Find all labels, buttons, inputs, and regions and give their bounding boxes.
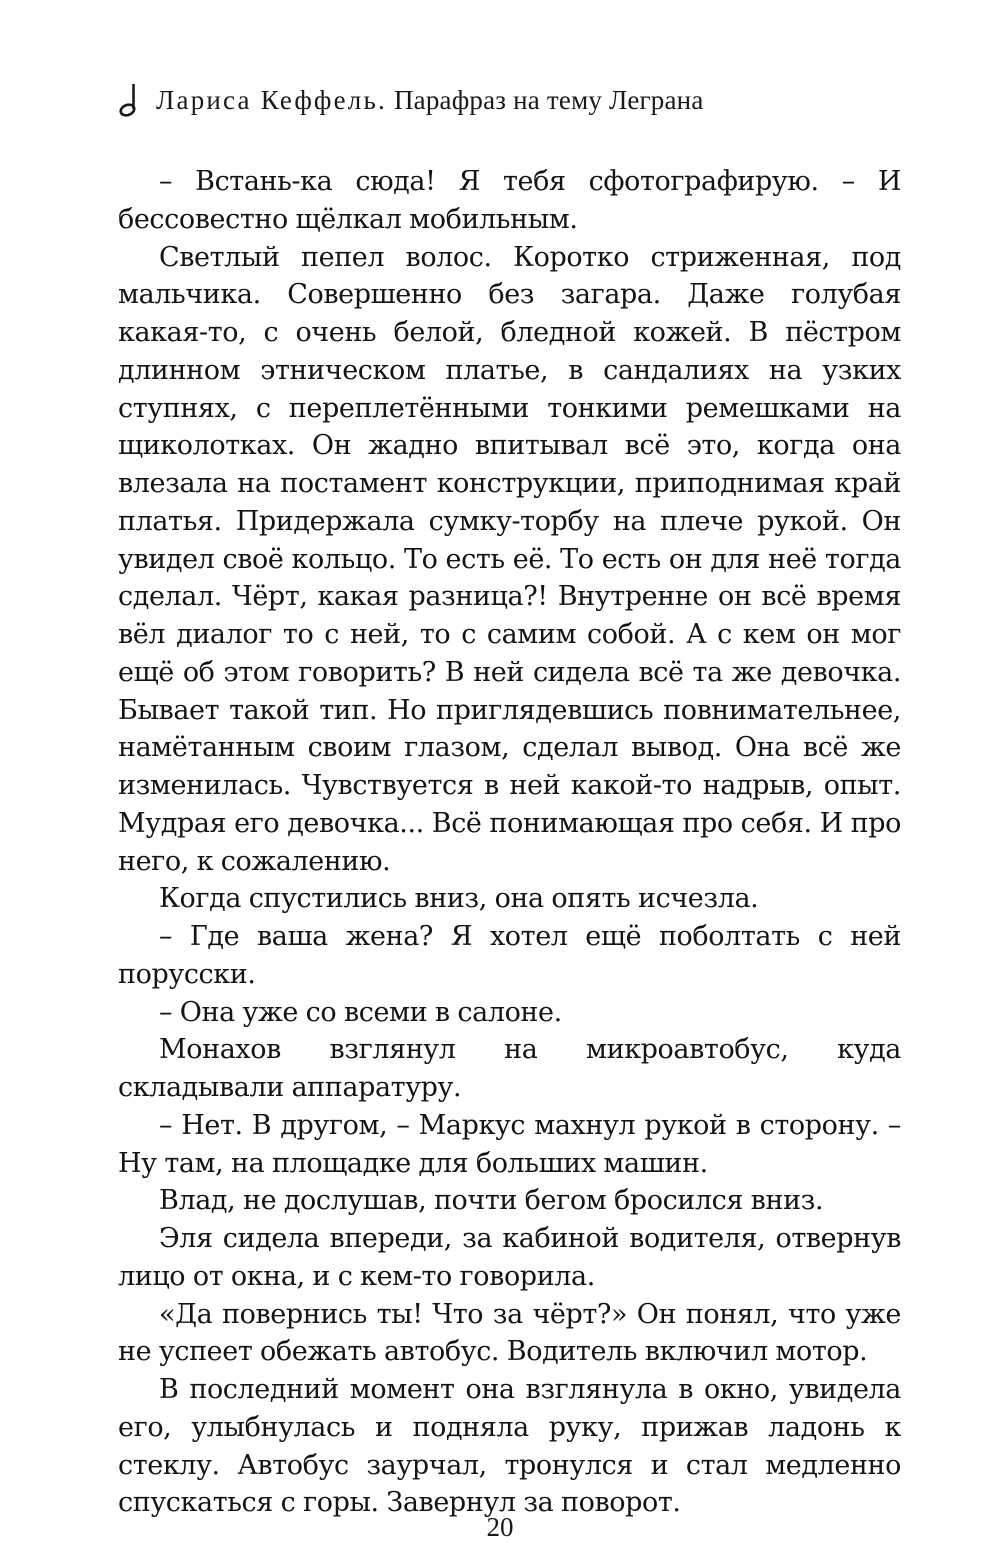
paragraph: – Где ваша жена? Я хотел ещё поболтать с ней порусски. [118,921,901,990]
paragraph: В последний момент она взглянула в окно, увидела его, улыбнулась и подняла руку, прижав ладонь к стеклу. Автобус заурчал, тронулся и стал медленно спускаться с горы. Завернул за поворот. [118,1374,901,1519]
paragraph: – Встань-ка сюда! Я тебя сфотографирую. – И бессовестно щёлкал мобильным. [118,166,901,235]
paragraph: Монахов взглянул на микроавтобус, куда складывали аппаратуру. [118,1034,901,1103]
paragraph: Светлый пепел волос. Коротко стриженная, под мальчика. Совершенно без загара. Даже голубая какая-то, с очень белой, бледной кожей. В пёстром длинном этническом платье, в сандалиях на узких ступнях, с переплетёнными тонкими ремешками на щиколотках. Он жадно впитывал всё это, когда она влезала на постамент конструкции, приподнимая край платья. Придержала сумку-торбу на плече рукой. Он увидел своё кольцо. То есть её. То есть он для неё тогда сделал. Чёрт, какая разница?! Внутренне он всё время вёл диалог то с ней, то с самим собой. А с кем он мог ещё об этом говорить? В ней сидела всё та же девочка. Бывает такой тип. Но приглядевшись повнимательнее, намётанным своим глазом, сделал вывод. Она всё же изменилась. Чувствуется в ней какой-то надрыв, опыт. Мудрая его девочка... Всё понимающая про себя. И про него, к сожалению. [118,241,901,877]
header-book-title: Парафраз на тему Леграна [393,84,704,115]
running-header [118,80,918,120]
paragraph: – Она уже со всеми в салоне. [159,996,562,1028]
paragraph: Эля сидела впереди, за кабиной водителя, отвернув лицо от окна, и с кем-то говорила. [118,1223,901,1292]
paragraph: Когда спустились вниз, она опять исчезла. [159,883,759,915]
paragraph: «Да повернись ты! Что за чёрт?» Он понял, что уже не успеет обежать автобус. Водитель включил мотор. [118,1298,901,1368]
music-note-icon [118,83,140,117]
header-author: Лариса Кеффель. [156,84,387,115]
body-text [118,163,901,1522]
paragraph: – Нет. В другом, – Маркус махнул рукой в сторону. – Ну там, на площадке для больших машин. [118,1109,901,1179]
page-number: 20 [486,1512,514,1542]
paragraph: Влад, не дослушав, почти бегом бросился вниз. [159,1185,824,1217]
